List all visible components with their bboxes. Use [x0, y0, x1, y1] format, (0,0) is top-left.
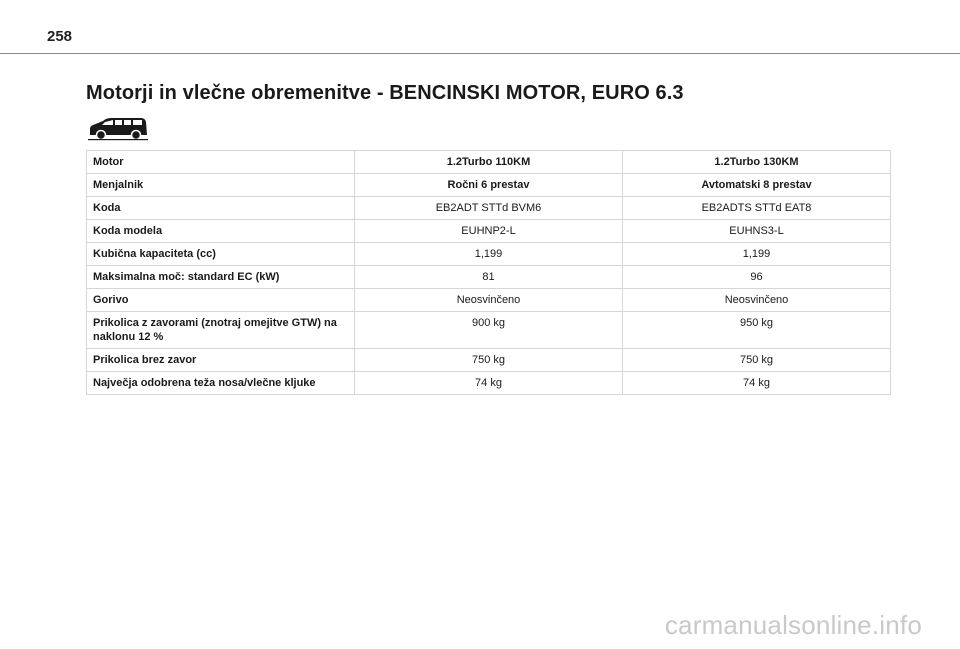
row-label: Menjalnik: [87, 174, 355, 197]
van-icon: [87, 113, 149, 143]
cell-110km: 1.2Turbo 110KM: [355, 151, 623, 174]
table-row: [87, 174, 891, 197]
cell-110km: 900 kg: [355, 312, 623, 349]
cell-130km: Avtomatski 8 prestav: [623, 174, 891, 197]
cell-130km: 96: [623, 266, 891, 289]
engine-spec-table: [86, 150, 891, 395]
row-label: Gorivo: [87, 289, 355, 312]
cell-130km: 950 kg: [623, 312, 891, 349]
row-label: Največja odobrena teža nosa/vlečne kljuke: [87, 372, 355, 395]
cell-110km: 81: [355, 266, 623, 289]
table-row: [87, 349, 891, 372]
cell-130km: Neosvinčeno: [623, 289, 891, 312]
row-label: Kubična kapaciteta (cc): [87, 243, 355, 266]
cell-130km: 1.2Turbo 130KM: [623, 151, 891, 174]
row-label: Motor: [87, 151, 355, 174]
cell-110km: Ročni 6 prestav: [355, 174, 623, 197]
page-number: 258: [47, 28, 73, 45]
row-label: Maksimalna moč: standard EC (kW): [87, 266, 355, 289]
cell-130km: 750 kg: [623, 349, 891, 372]
cell-110km: 1,199: [355, 243, 623, 266]
table-row: [87, 243, 891, 266]
cell-130km: EB2ADTS STTd EAT8: [623, 197, 891, 220]
cell-130km: 74 kg: [623, 372, 891, 395]
cell-110km: 750 kg: [355, 349, 623, 372]
table-row: [87, 266, 891, 289]
table-row: [87, 151, 891, 174]
cell-110km: 74 kg: [355, 372, 623, 395]
row-label: Koda: [87, 197, 355, 220]
row-label: Koda modela: [87, 220, 355, 243]
row-label: Prikolica brez zavor: [87, 349, 355, 372]
watermark: carmanualsonline.info: [664, 610, 922, 640]
table-row: [87, 220, 891, 243]
cell-130km: 1,199: [623, 243, 891, 266]
cell-110km: Neosvinčeno: [355, 289, 623, 312]
table-row: [87, 289, 891, 312]
cell-130km: EUHNS3-L: [623, 220, 891, 243]
cell-110km: EUHNP2-L: [355, 220, 623, 243]
top-rule: [0, 53, 960, 54]
table-row: [87, 372, 891, 395]
row-label: Prikolica z zavorami (znotraj omejitve GTW) na naklonu 12 %: [87, 312, 355, 349]
page-title: Motorji in vlečne obremenitve - BENCINSKI MOTOR, EURO 6.3: [86, 82, 684, 104]
table-row: [87, 197, 891, 220]
table-row: [87, 312, 891, 349]
cell-110km: EB2ADT STTd BVM6: [355, 197, 623, 220]
